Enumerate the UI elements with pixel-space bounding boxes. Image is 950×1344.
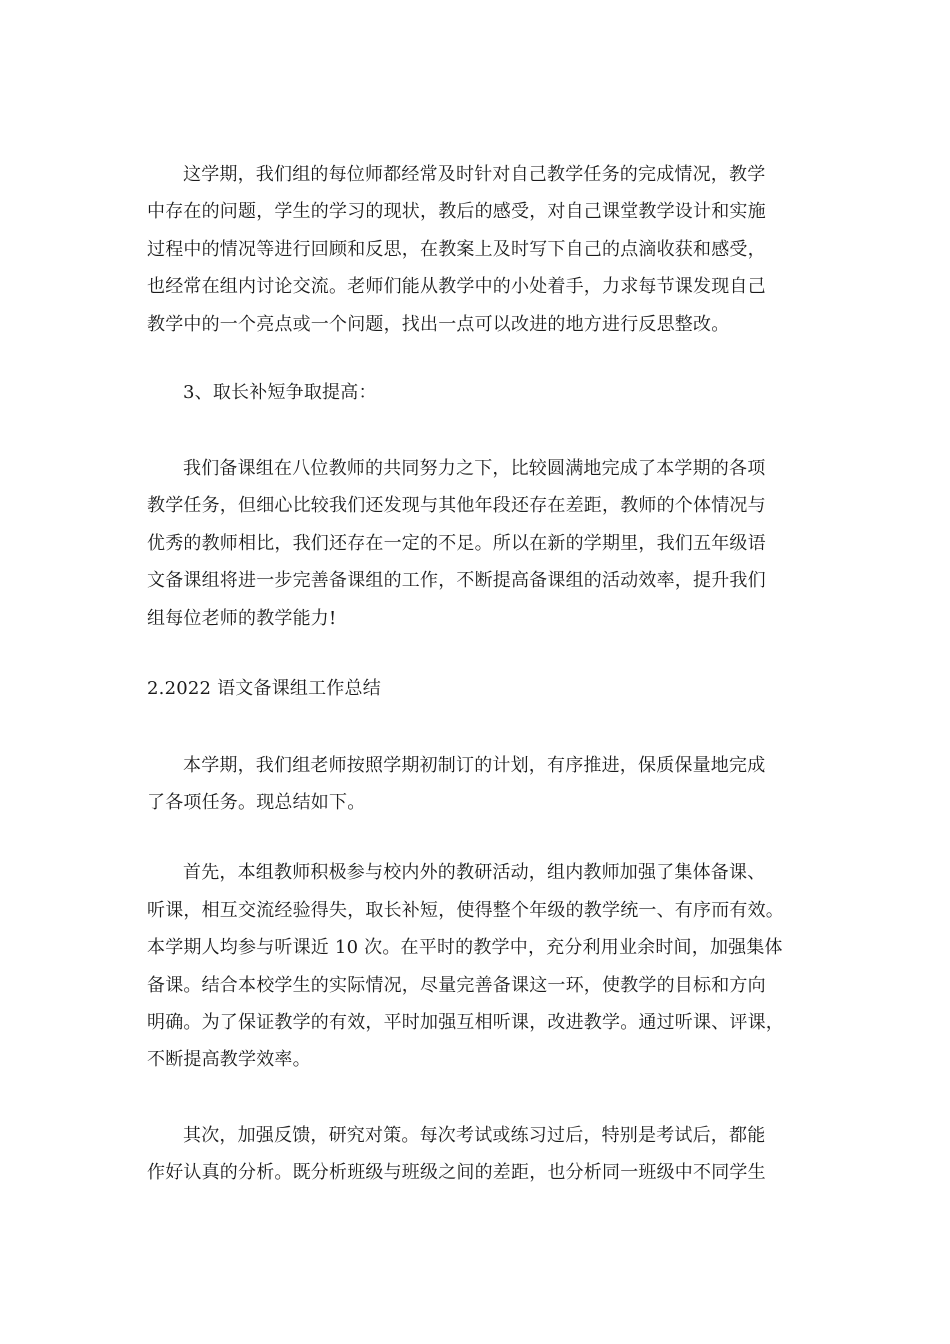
- paragraph-line: 组每位老师的教学能力!: [147, 608, 337, 629]
- paragraph-line: 教学中的一个亮点或一个问题，找出一点可以改进的地方进行反思整改。: [147, 314, 730, 335]
- paragraph-line: 本学期，我们组老师按照学期初制订的计划，有序推进，保质保量地完成: [183, 755, 766, 776]
- paragraph-line: 听课，相互交流经验得失，取长补短，使得整个年级的教学统一、有序而有效。: [147, 900, 784, 921]
- paragraph-line: 备课。结合本校学生的实际情况，尽量完善备课这一环，使教学的目标和方向: [147, 975, 766, 996]
- section-subheading: 3、取长补短争取提高：: [183, 382, 377, 403]
- paragraph-line: 文备课组将进一步完善备课组的工作，不断提高备课组的活动效率，提升我们: [147, 570, 766, 591]
- paragraph-line: 也经常在组内讨论交流。老师们能从教学中的小处着手，力求每节课发现自己: [147, 276, 766, 297]
- paragraph-line: 首先，本组教师积极参与校内外的教研活动，组内教师加强了集体备课、: [183, 862, 766, 883]
- paragraph-line: 这学期，我们组的每位师都经常及时针对自己教学任务的完成情况，教学: [183, 164, 766, 185]
- paragraph-line: 不断提高教学效率。: [147, 1049, 311, 1070]
- paragraph-line: 了各项任务。现总结如下。: [147, 792, 366, 813]
- paragraph-line: 明确。为了保证教学的有效，平时加强互相听课，改进教学。通过听课、评课，: [147, 1012, 784, 1033]
- paragraph-line: 教学任务，但细心比较我们还发现与其他年段还存在差距，教师的个体情况与: [147, 495, 766, 516]
- section-title: 2.2022 语文备课组工作总结: [147, 678, 381, 699]
- paragraph-line: 我们备课组在八位教师的共同努力之下，比较圆满地完成了本学期的各项: [183, 458, 766, 479]
- paragraph-line: 中存在的问题，学生的学习的现状，教后的感受，对自己课堂教学设计和实施: [147, 201, 766, 222]
- paragraph-line: 过程中的情况等进行回顾和反思，在教案上及时写下自己的点滴收获和感受，: [147, 239, 766, 260]
- paragraph-line: 本学期人均参与听课近 10 次。在平时的教学中，充分利用业余时间，加强集体: [147, 937, 783, 958]
- paragraph-line: 其次，加强反馈，研究对策。每次考试或练习过后，特别是考试后，都能: [183, 1125, 766, 1146]
- paragraph-line: 优秀的教师相比，我们还存在一定的不足。所以在新的学期里，我们五年级语: [147, 533, 766, 554]
- paragraph-line: 作好认真的分析。既分析班级与班级之间的差距，也分析同一班级中不同学生: [147, 1162, 766, 1183]
